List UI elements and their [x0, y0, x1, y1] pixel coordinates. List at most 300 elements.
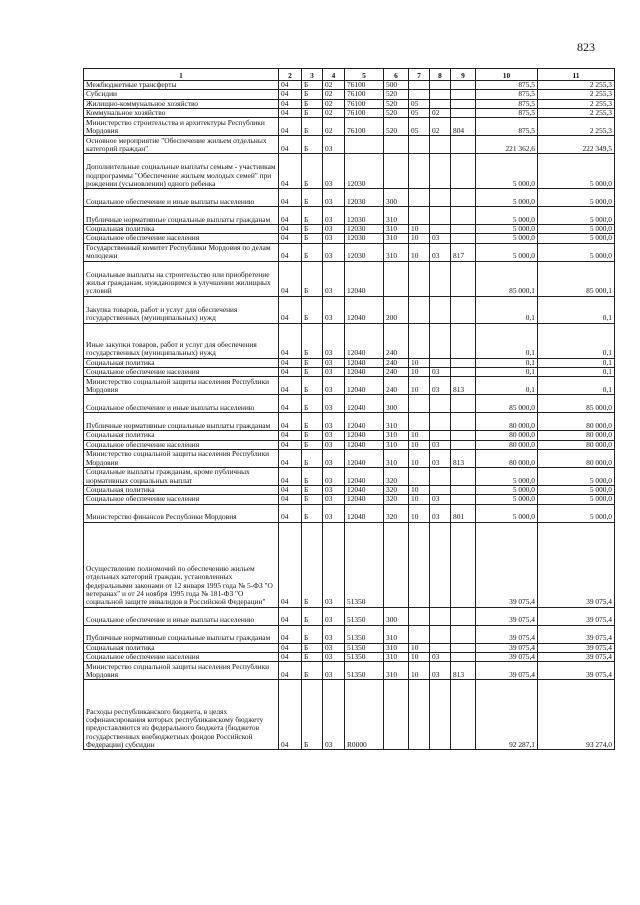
cell-target-code: 12040 [345, 440, 384, 449]
cell-ministry [451, 323, 476, 358]
cell-amount-2: 92 287,1 [476, 680, 538, 750]
cell-section: 04 [279, 81, 302, 90]
cell-chapter: 10 [409, 368, 430, 377]
cell-subprogram: 03 [323, 440, 345, 449]
cell-subchapter [430, 81, 451, 90]
cell-subchapter [430, 296, 451, 323]
cell-expense-type [384, 136, 409, 154]
cell-target-code: 76100 [345, 90, 384, 99]
cell-chapter: 10 [409, 504, 430, 522]
cell-subchapter [430, 395, 451, 413]
cell-target-code: 51350 [345, 643, 384, 652]
cell-ministry [451, 136, 476, 154]
cell-amount-2: 80 000,0 [476, 413, 538, 431]
cell-target-code: 12040 [345, 485, 384, 494]
cell-program: Б [302, 225, 323, 234]
cell-program: Б [302, 207, 323, 225]
cell-subprogram: 03 [323, 136, 345, 154]
cell-chapter: 10 [409, 440, 430, 449]
table-row [84, 108, 615, 117]
cell-subprogram: 03 [323, 207, 345, 225]
cell-name: Социальная политика [84, 485, 279, 494]
cell-chapter [409, 395, 430, 413]
column-header-section: 2 [279, 69, 302, 81]
cell-subprogram: 03 [323, 296, 345, 323]
cell-ministry [451, 431, 476, 440]
cell-name: Социальные выплаты на строительство или приобретение жилья гражданам, нуждающимся в улучшении жилищных условий [84, 261, 279, 296]
cell-subchapter [430, 625, 451, 643]
cell-chapter [409, 154, 430, 189]
cell-ministry: 804 [451, 118, 476, 136]
cell-expense-type [384, 154, 409, 189]
cell-amount-2: 5 000,0 [476, 485, 538, 494]
cell-name: Социальное обеспечение и иные выплаты населению [84, 395, 279, 413]
cell-subchapter [430, 467, 451, 485]
cell-name: Иные закупки товаров, работ и услуг для обеспечения государственных (муниципальных) нужд [84, 323, 279, 358]
table-row [84, 358, 615, 367]
cell-chapter [409, 207, 430, 225]
cell-program: Б [302, 358, 323, 367]
cell-section: 04 [279, 118, 302, 136]
cell-program: Б [302, 440, 323, 449]
cell-ministry [451, 625, 476, 643]
cell-chapter: 05 [409, 99, 430, 108]
cell-program: Б [302, 99, 323, 108]
column-header-subprogram: 4 [323, 69, 345, 81]
cell-expense-type: 310 [384, 625, 409, 643]
cell-subprogram: 03 [323, 243, 345, 261]
cell-subchapter: 03 [430, 368, 451, 377]
cell-subprogram: 03 [323, 377, 345, 395]
cell-program: Б [302, 485, 323, 494]
cell-ministry [451, 368, 476, 377]
cell-ministry [451, 467, 476, 485]
cell-amount-2: 875,5 [476, 108, 538, 117]
cell-chapter: 10 [409, 662, 430, 680]
table-row [84, 99, 615, 108]
cell-amount-3: 2 255,3 [538, 108, 615, 117]
cell-section: 04 [279, 243, 302, 261]
cell-program: Б [302, 431, 323, 440]
cell-expense-type: 240 [384, 368, 409, 377]
table-row [84, 323, 615, 358]
cell-subchapter: 02 [430, 118, 451, 136]
cell-subchapter: 03 [430, 652, 451, 661]
cell-amount-2: 5 000,0 [476, 225, 538, 234]
cell-expense-type: 300 [384, 189, 409, 207]
cell-expense-type: 310 [384, 413, 409, 431]
cell-ministry [451, 680, 476, 750]
cell-amount-2: 0,1 [476, 323, 538, 358]
cell-program: Б [302, 243, 323, 261]
cell-subprogram: 03 [323, 234, 345, 243]
cell-name: Министерство социальной защиты населения Республики Мордовия [84, 377, 279, 395]
cell-section: 04 [279, 607, 302, 625]
cell-amount-2: 0,1 [476, 368, 538, 377]
cell-ministry [451, 189, 476, 207]
cell-name: Основное мероприятие "Обеспечение жильем отдельных категорий граждан" [84, 136, 279, 154]
cell-program: Б [302, 261, 323, 296]
cell-expense-type: 520 [384, 118, 409, 136]
cell-amount-2: 875,5 [476, 99, 538, 108]
cell-program: Б [302, 90, 323, 99]
cell-section: 04 [279, 662, 302, 680]
cell-chapter: 10 [409, 225, 430, 234]
cell-expense-type: 500 [384, 81, 409, 90]
cell-name: Жилищно-коммунальное хозяйство [84, 99, 279, 108]
cell-target-code: 12040 [345, 504, 384, 522]
table-row [84, 234, 615, 243]
cell-ministry [451, 108, 476, 117]
cell-chapter [409, 81, 430, 90]
cell-program: Б [302, 680, 323, 750]
cell-ministry [451, 296, 476, 323]
cell-section: 04 [279, 154, 302, 189]
cell-amount-3: 0,1 [538, 358, 615, 367]
cell-section: 04 [279, 99, 302, 108]
column-header-expense-type: 6 [384, 69, 409, 81]
cell-subchapter [430, 431, 451, 440]
cell-ministry [451, 413, 476, 431]
table-row [84, 189, 615, 207]
column-header-chapter: 7 [409, 69, 430, 81]
cell-target-code: 12040 [345, 296, 384, 323]
table-row [84, 504, 615, 522]
cell-subprogram: 02 [323, 108, 345, 117]
cell-amount-3: 0,1 [538, 377, 615, 395]
cell-amount-2: 5 000,0 [476, 154, 538, 189]
cell-expense-type: 300 [384, 395, 409, 413]
cell-subprogram: 03 [323, 662, 345, 680]
table-row [84, 395, 615, 413]
cell-amount-3: 2 255,3 [538, 99, 615, 108]
cell-amount-2: 221 362,6 [476, 136, 538, 154]
cell-chapter [409, 296, 430, 323]
cell-ministry [451, 225, 476, 234]
cell-amount-2: 875,5 [476, 81, 538, 90]
cell-target-code: 12040 [345, 358, 384, 367]
cell-target-code: 51350 [345, 652, 384, 661]
cell-section: 04 [279, 225, 302, 234]
cell-target-code: 76100 [345, 118, 384, 136]
cell-chapter: 10 [409, 449, 430, 467]
cell-name: Министерство социальной защиты населения Республики Мордовия [84, 662, 279, 680]
cell-section: 04 [279, 323, 302, 358]
table-row [84, 662, 615, 680]
column-header-target-code: 5 [345, 69, 384, 81]
table-row [84, 652, 615, 661]
cell-subprogram: 02 [323, 81, 345, 90]
cell-subprogram: 02 [323, 118, 345, 136]
cell-program: Б [302, 234, 323, 243]
cell-chapter [409, 467, 430, 485]
cell-subprogram: 03 [323, 467, 345, 485]
cell-subprogram: 03 [323, 485, 345, 494]
cell-name: Министерство финансов Республики Мордовия [84, 504, 279, 522]
cell-amount-2: 875,5 [476, 118, 538, 136]
cell-expense-type: 320 [384, 504, 409, 522]
cell-target-code: 12040 [345, 368, 384, 377]
cell-name: Дополнительные социальные выплаты семьям - участникам подпрограммы "Обеспечение жильем молодых семей" при рождении (усыновлении) одного ребенка [84, 154, 279, 189]
cell-section: 04 [279, 368, 302, 377]
cell-subchapter [430, 607, 451, 625]
cell-subprogram: 03 [323, 607, 345, 625]
cell-subchapter [430, 225, 451, 234]
cell-chapter [409, 522, 430, 607]
cell-target-code: 51350 [345, 607, 384, 625]
cell-ministry [451, 154, 476, 189]
cell-subprogram: 03 [323, 323, 345, 358]
cell-target-code: 76100 [345, 99, 384, 108]
cell-target-code: 51350 [345, 625, 384, 643]
table-header-row [84, 69, 615, 81]
cell-amount-3: 39 075,4 [538, 662, 615, 680]
cell-subchapter: 03 [430, 243, 451, 261]
budget-table [83, 68, 615, 750]
table-row [84, 207, 615, 225]
table-row [84, 467, 615, 485]
cell-amount-2: 0,1 [476, 377, 538, 395]
cell-expense-type: 310 [384, 652, 409, 661]
cell-subchapter: 03 [430, 662, 451, 680]
cell-program: Б [302, 189, 323, 207]
cell-ministry [451, 90, 476, 99]
cell-amount-3: 0,1 [538, 296, 615, 323]
cell-name: Публичные нормативные социальные выплаты гражданам [84, 625, 279, 643]
cell-program: Б [302, 449, 323, 467]
cell-amount-3: 2 255,3 [538, 81, 615, 90]
cell-amount-3: 2 255,3 [538, 118, 615, 136]
cell-expense-type: 310 [384, 431, 409, 440]
cell-subprogram: 03 [323, 358, 345, 367]
table-row [84, 449, 615, 467]
cell-ministry: 813 [451, 662, 476, 680]
cell-amount-2: 39 075,4 [476, 625, 538, 643]
cell-subchapter [430, 358, 451, 367]
cell-amount-3: 5 000,0 [538, 154, 615, 189]
cell-chapter: 10 [409, 643, 430, 652]
table-row [84, 261, 615, 296]
cell-subchapter: 03 [430, 377, 451, 395]
table-row [84, 136, 615, 154]
cell-amount-2: 39 075,4 [476, 662, 538, 680]
cell-target-code: 76100 [345, 81, 384, 90]
cell-amount-2: 39 075,4 [476, 607, 538, 625]
cell-name: Публичные нормативные социальные выплаты гражданам [84, 413, 279, 431]
cell-amount-3: 0,1 [538, 323, 615, 358]
cell-name: Министерство социальной защиты населения Республики Мордовия [84, 449, 279, 467]
cell-target-code: 51350 [345, 662, 384, 680]
cell-expense-type: 520 [384, 90, 409, 99]
cell-program: Б [302, 136, 323, 154]
cell-program: Б [302, 377, 323, 395]
table-row [84, 243, 615, 261]
cell-program: Б [302, 607, 323, 625]
cell-subchapter: 03 [430, 449, 451, 467]
cell-program: Б [302, 368, 323, 377]
cell-name: Социальная политика [84, 358, 279, 367]
cell-expense-type: 520 [384, 108, 409, 117]
cell-subprogram: 03 [323, 522, 345, 607]
cell-amount-2: 80 000,0 [476, 449, 538, 467]
cell-amount-3: 2 255,3 [538, 90, 615, 99]
table-row [84, 680, 615, 750]
cell-chapter [409, 136, 430, 154]
cell-subchapter: 03 [430, 504, 451, 522]
cell-section: 04 [279, 467, 302, 485]
cell-amount-3: 5 000,0 [538, 485, 615, 494]
cell-ministry [451, 395, 476, 413]
cell-ministry: 801 [451, 504, 476, 522]
table-row [84, 495, 615, 504]
cell-section: 04 [279, 207, 302, 225]
cell-program: Б [302, 643, 323, 652]
cell-amount-2: 5 000,0 [476, 495, 538, 504]
cell-subprogram: 03 [323, 413, 345, 431]
cell-section: 04 [279, 440, 302, 449]
cell-target-code [345, 136, 384, 154]
cell-program: Б [302, 625, 323, 643]
cell-amount-2: 5 000,0 [476, 504, 538, 522]
cell-name: Социальное обеспечение и иные выплаты населению [84, 607, 279, 625]
cell-amount-2: 85 000,1 [476, 261, 538, 296]
cell-ministry [451, 234, 476, 243]
cell-ministry [451, 485, 476, 494]
cell-section: 04 [279, 261, 302, 296]
cell-amount-3: 80 000,0 [538, 449, 615, 467]
cell-subprogram: 03 [323, 625, 345, 643]
cell-amount-2: 5 000,0 [476, 207, 538, 225]
cell-amount-2: 5 000,0 [476, 243, 538, 261]
cell-amount-3: 80 000,0 [538, 413, 615, 431]
cell-section: 04 [279, 680, 302, 750]
table-row [84, 154, 615, 189]
cell-subchapter: 03 [430, 495, 451, 504]
cell-subprogram: 03 [323, 395, 345, 413]
cell-subchapter: 03 [430, 440, 451, 449]
cell-chapter [409, 261, 430, 296]
cell-expense-type: 200 [384, 296, 409, 323]
cell-ministry [451, 81, 476, 90]
cell-subprogram: 03 [323, 449, 345, 467]
cell-chapter: 05 [409, 118, 430, 136]
cell-ministry: 813 [451, 377, 476, 395]
table-row [84, 90, 615, 99]
cell-expense-type: 310 [384, 243, 409, 261]
cell-target-code: 12030 [345, 154, 384, 189]
cell-ministry [451, 261, 476, 296]
cell-target-code: 12040 [345, 449, 384, 467]
column-header-amount-2: 10 [476, 69, 538, 81]
cell-section: 04 [279, 108, 302, 117]
column-header-program: 3 [302, 69, 323, 81]
cell-program: Б [302, 296, 323, 323]
cell-target-code: 12040 [345, 495, 384, 504]
cell-name: Межбюджетные трансферты [84, 81, 279, 90]
cell-amount-2: 39 075,4 [476, 522, 538, 607]
cell-target-code: 12030 [345, 243, 384, 261]
cell-section: 04 [279, 234, 302, 243]
cell-section: 04 [279, 495, 302, 504]
cell-subprogram: 02 [323, 99, 345, 108]
cell-name: Министерство строительства и архитектуры Республики Мордовия [84, 118, 279, 136]
cell-target-code: 12040 [345, 323, 384, 358]
table-row [84, 485, 615, 494]
cell-amount-3: 85 000,0 [538, 395, 615, 413]
table-row [84, 440, 615, 449]
cell-amount-2: 5 000,0 [476, 467, 538, 485]
cell-amount-3: 80 000,0 [538, 440, 615, 449]
cell-chapter: 10 [409, 234, 430, 243]
cell-expense-type [384, 261, 409, 296]
cell-program: Б [302, 652, 323, 661]
cell-section: 04 [279, 449, 302, 467]
cell-amount-3: 222 349,5 [538, 136, 615, 154]
cell-section: 04 [279, 485, 302, 494]
cell-subchapter [430, 189, 451, 207]
page-number: 823 [577, 40, 595, 54]
cell-amount-2: 80 000,0 [476, 431, 538, 440]
cell-chapter: 10 [409, 358, 430, 367]
table-row [84, 431, 615, 440]
cell-program: Б [302, 504, 323, 522]
cell-expense-type: 310 [384, 662, 409, 680]
cell-expense-type: 240 [384, 358, 409, 367]
cell-subprogram: 02 [323, 90, 345, 99]
cell-chapter: 10 [409, 377, 430, 395]
cell-target-code: 12040 [345, 261, 384, 296]
cell-section: 04 [279, 652, 302, 661]
cell-amount-2: 0,1 [476, 296, 538, 323]
cell-chapter [409, 625, 430, 643]
cell-subprogram: 03 [323, 431, 345, 440]
cell-program: Б [302, 395, 323, 413]
cell-subprogram: 03 [323, 225, 345, 234]
cell-section: 04 [279, 643, 302, 652]
cell-subprogram: 03 [323, 680, 345, 750]
cell-subprogram: 03 [323, 154, 345, 189]
cell-target-code: 12040 [345, 431, 384, 440]
cell-name: Социальная политика [84, 431, 279, 440]
cell-program: Б [302, 323, 323, 358]
column-header-ministry: 9 [451, 69, 476, 81]
cell-ministry: 813 [451, 449, 476, 467]
cell-chapter: 10 [409, 485, 430, 494]
cell-expense-type: 240 [384, 377, 409, 395]
cell-target-code: 12040 [345, 377, 384, 395]
cell-expense-type: 310 [384, 207, 409, 225]
cell-expense-type: 240 [384, 323, 409, 358]
cell-program: Б [302, 413, 323, 431]
cell-amount-3: 39 075,4 [538, 652, 615, 661]
cell-ministry [451, 652, 476, 661]
cell-subchapter [430, 413, 451, 431]
cell-target-code: 76100 [345, 108, 384, 117]
cell-ministry [451, 358, 476, 367]
cell-expense-type: 300 [384, 607, 409, 625]
cell-subchapter [430, 485, 451, 494]
cell-subprogram: 03 [323, 652, 345, 661]
cell-section: 04 [279, 395, 302, 413]
cell-amount-3: 93 274,0 [538, 680, 615, 750]
cell-name: Субсидии [84, 90, 279, 99]
cell-amount-3: 5 000,0 [538, 243, 615, 261]
cell-section: 04 [279, 296, 302, 323]
cell-expense-type [384, 680, 409, 750]
table-row [84, 607, 615, 625]
cell-subprogram: 03 [323, 368, 345, 377]
cell-amount-3: 5 000,0 [538, 225, 615, 234]
